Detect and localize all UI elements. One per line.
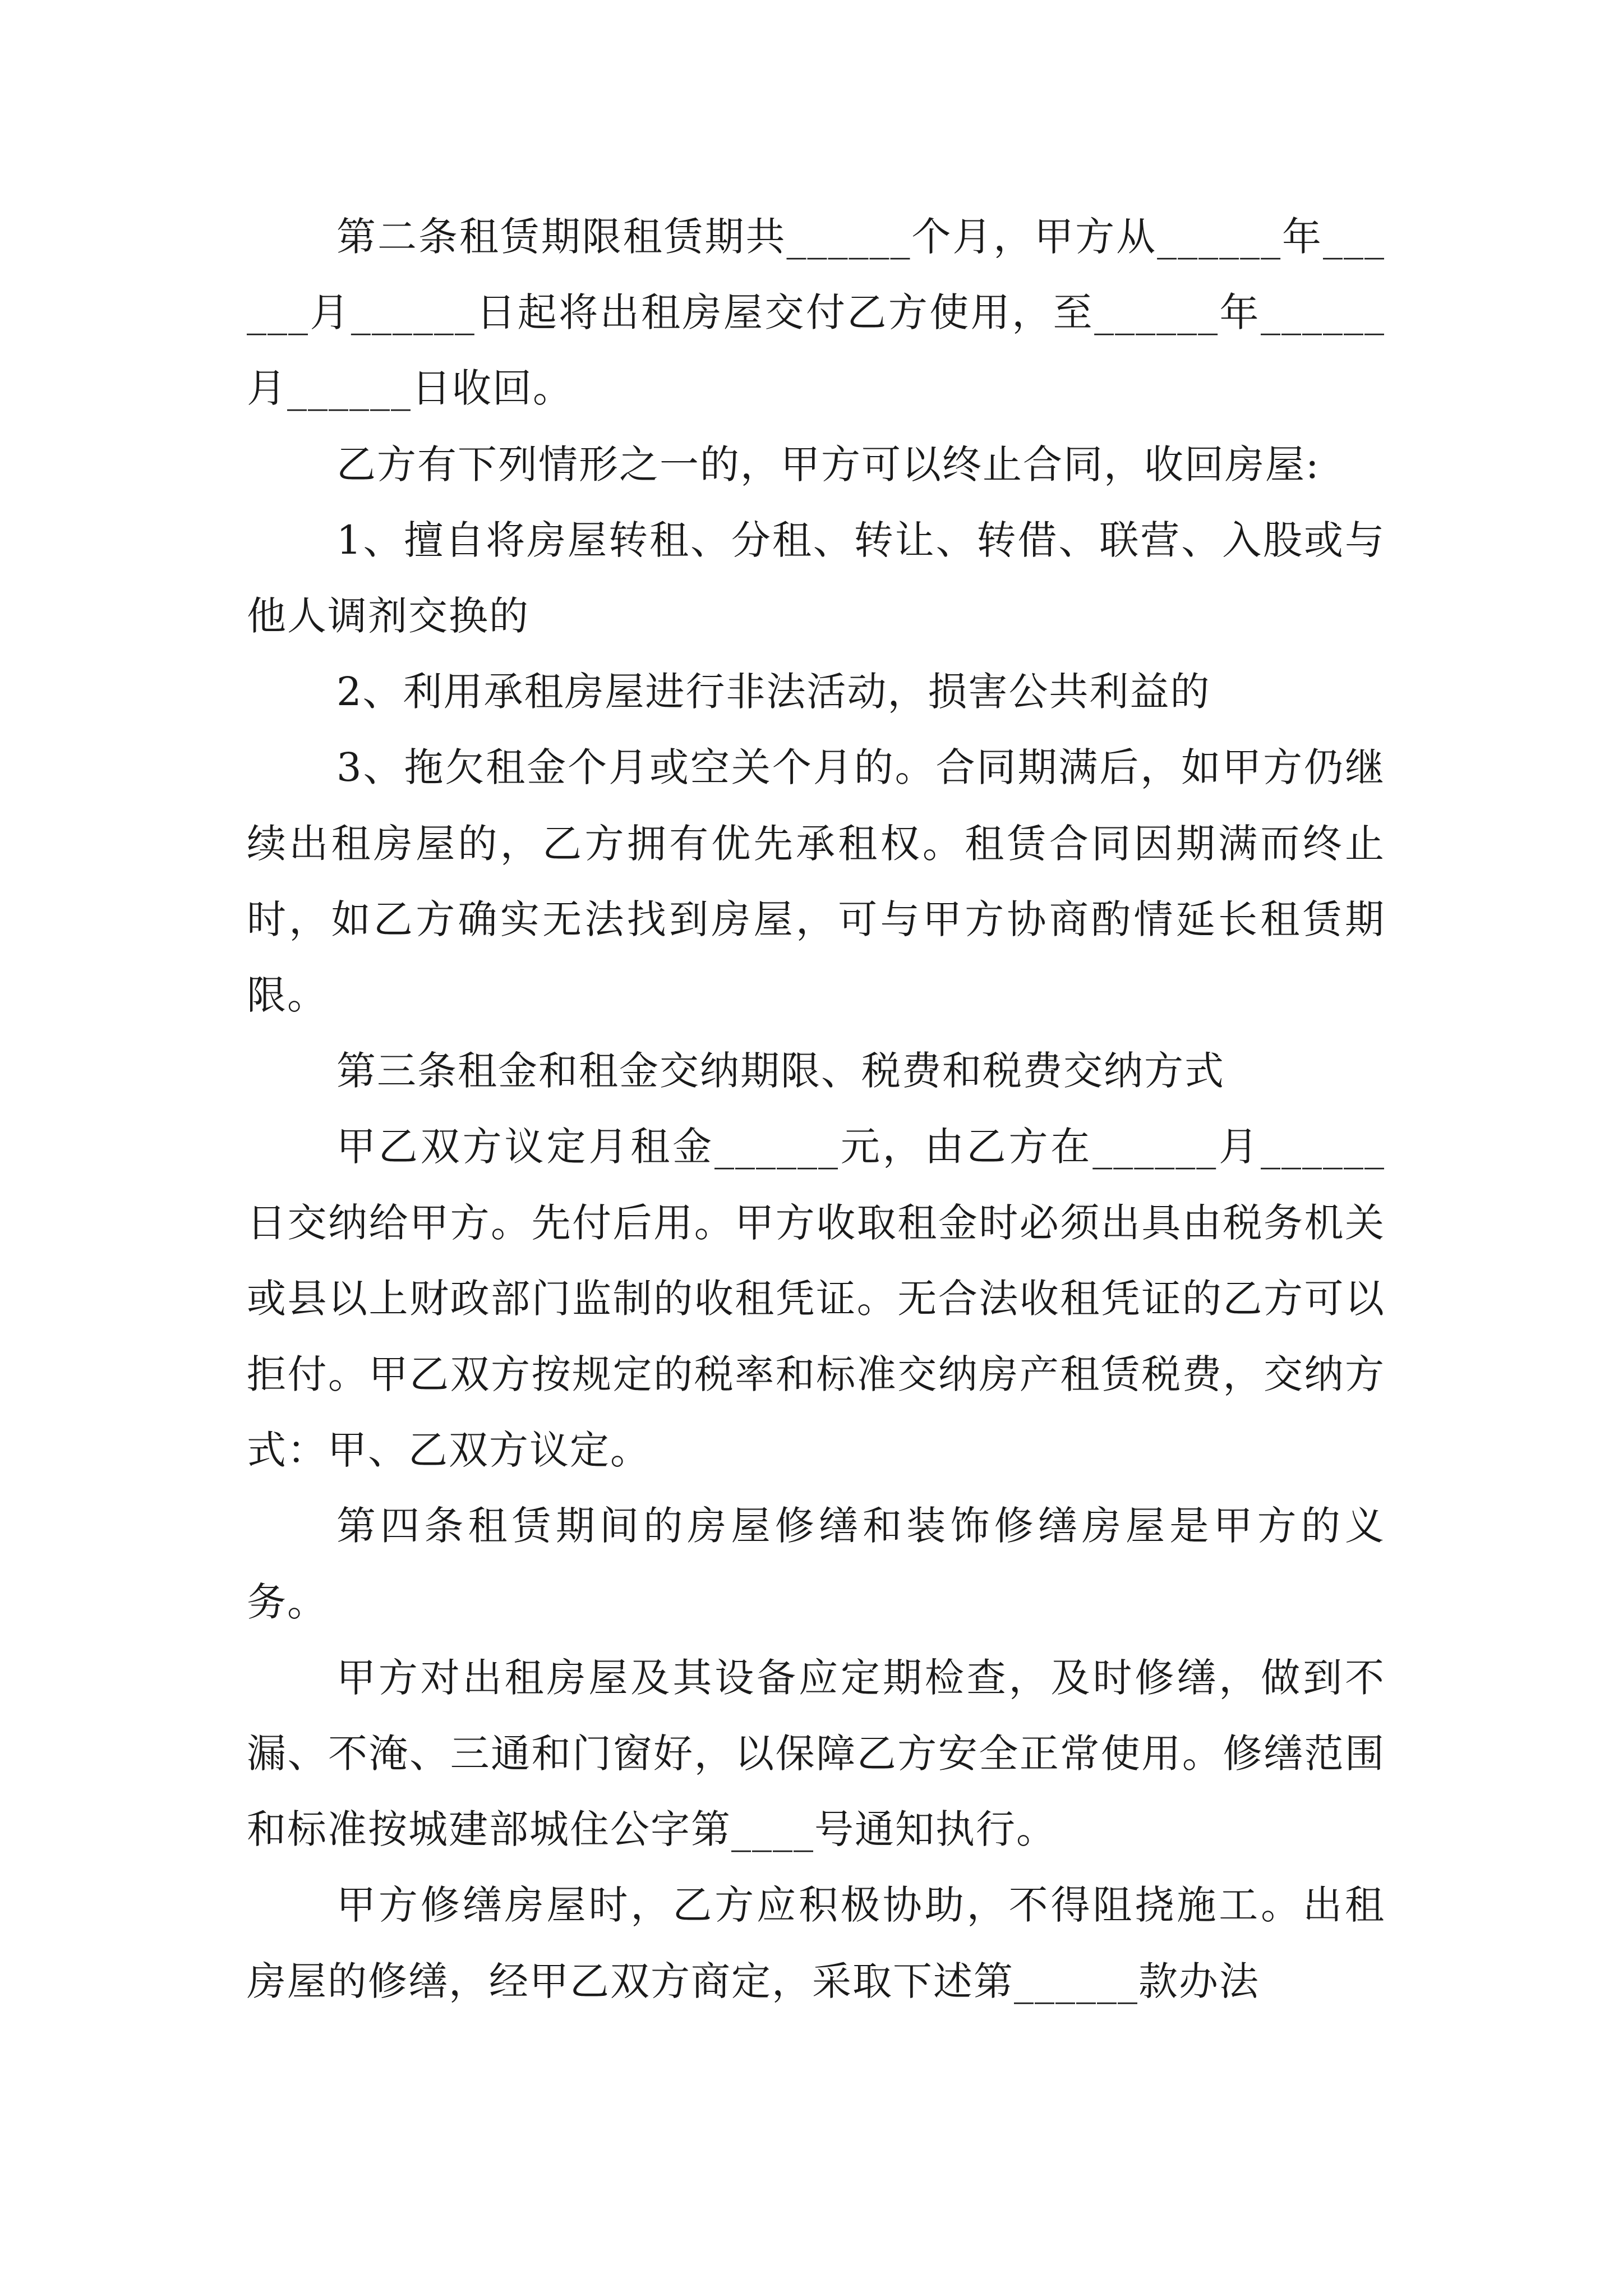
paragraph-article-4-heading: 第四条租赁期间的房屋修缮和装饰修缮房屋是甲方的义务。: [247, 1503, 1385, 1625]
paragraph-termination-item-2: 2、利用承租房屋进行非法活动，损害公共利益的: [336, 669, 1211, 715]
paragraph-lease-term: 第二条租赁期限租赁期共______个月，甲方从______年______月______日起将出租房屋交付乙方使用，至______年______月______日收回。: [247, 214, 1385, 412]
paragraph-termination-intro: 乙方有下列情形之一的，甲方可以终止合同，收回房屋:: [336, 441, 1320, 487]
paragraph-article-3-heading: 第三条租金和租金交纳期限、税费和税费交纳方式: [336, 1048, 1225, 1094]
paragraph-termination-item-3: 3、拖欠租金个月或空关个月的。合同期满后，如甲方仍继续出租房屋的，乙方拥有优先承租权。租赁合同因期满而终止时，如乙方确实无法找到房屋，可与甲方协商酌情延长租赁期限。: [247, 744, 1385, 1019]
paragraph-termination-item-1: 1、擅自将房屋转租、分租、转让、转借、联营、入股或与他人调剂交换的: [247, 517, 1385, 639]
paragraph-repair-duty: 甲方对出租房屋及其设备应定期检查，及时修缮，做到不漏、不淹、三通和门窗好，以保障乙方安全正常使用。修缮范围和标准按城建部城住公字第____号通知执行。: [247, 1654, 1385, 1853]
paragraph-repair-cooperation: 甲方修缮房屋时，乙方应积极协助，不得阻挠施工。出租房屋的修缮，经甲乙双方商定，采取下述第______款办法: [247, 1882, 1385, 2004]
paragraph-rent-terms: 甲乙双方议定月租金______元，由乙方在______月______日交纳给甲方。先付后用。甲方收取租金时必须出具由税务机关或县以上财政部门监制的收租凭证。无合法收租凭证的乙方可以拒付。甲乙双方按规定的税率和标准交纳房产租赁税费，交纳方式：甲、乙双方议定。: [247, 1124, 1385, 1474]
document-page: [247, 199, 1385, 2019]
